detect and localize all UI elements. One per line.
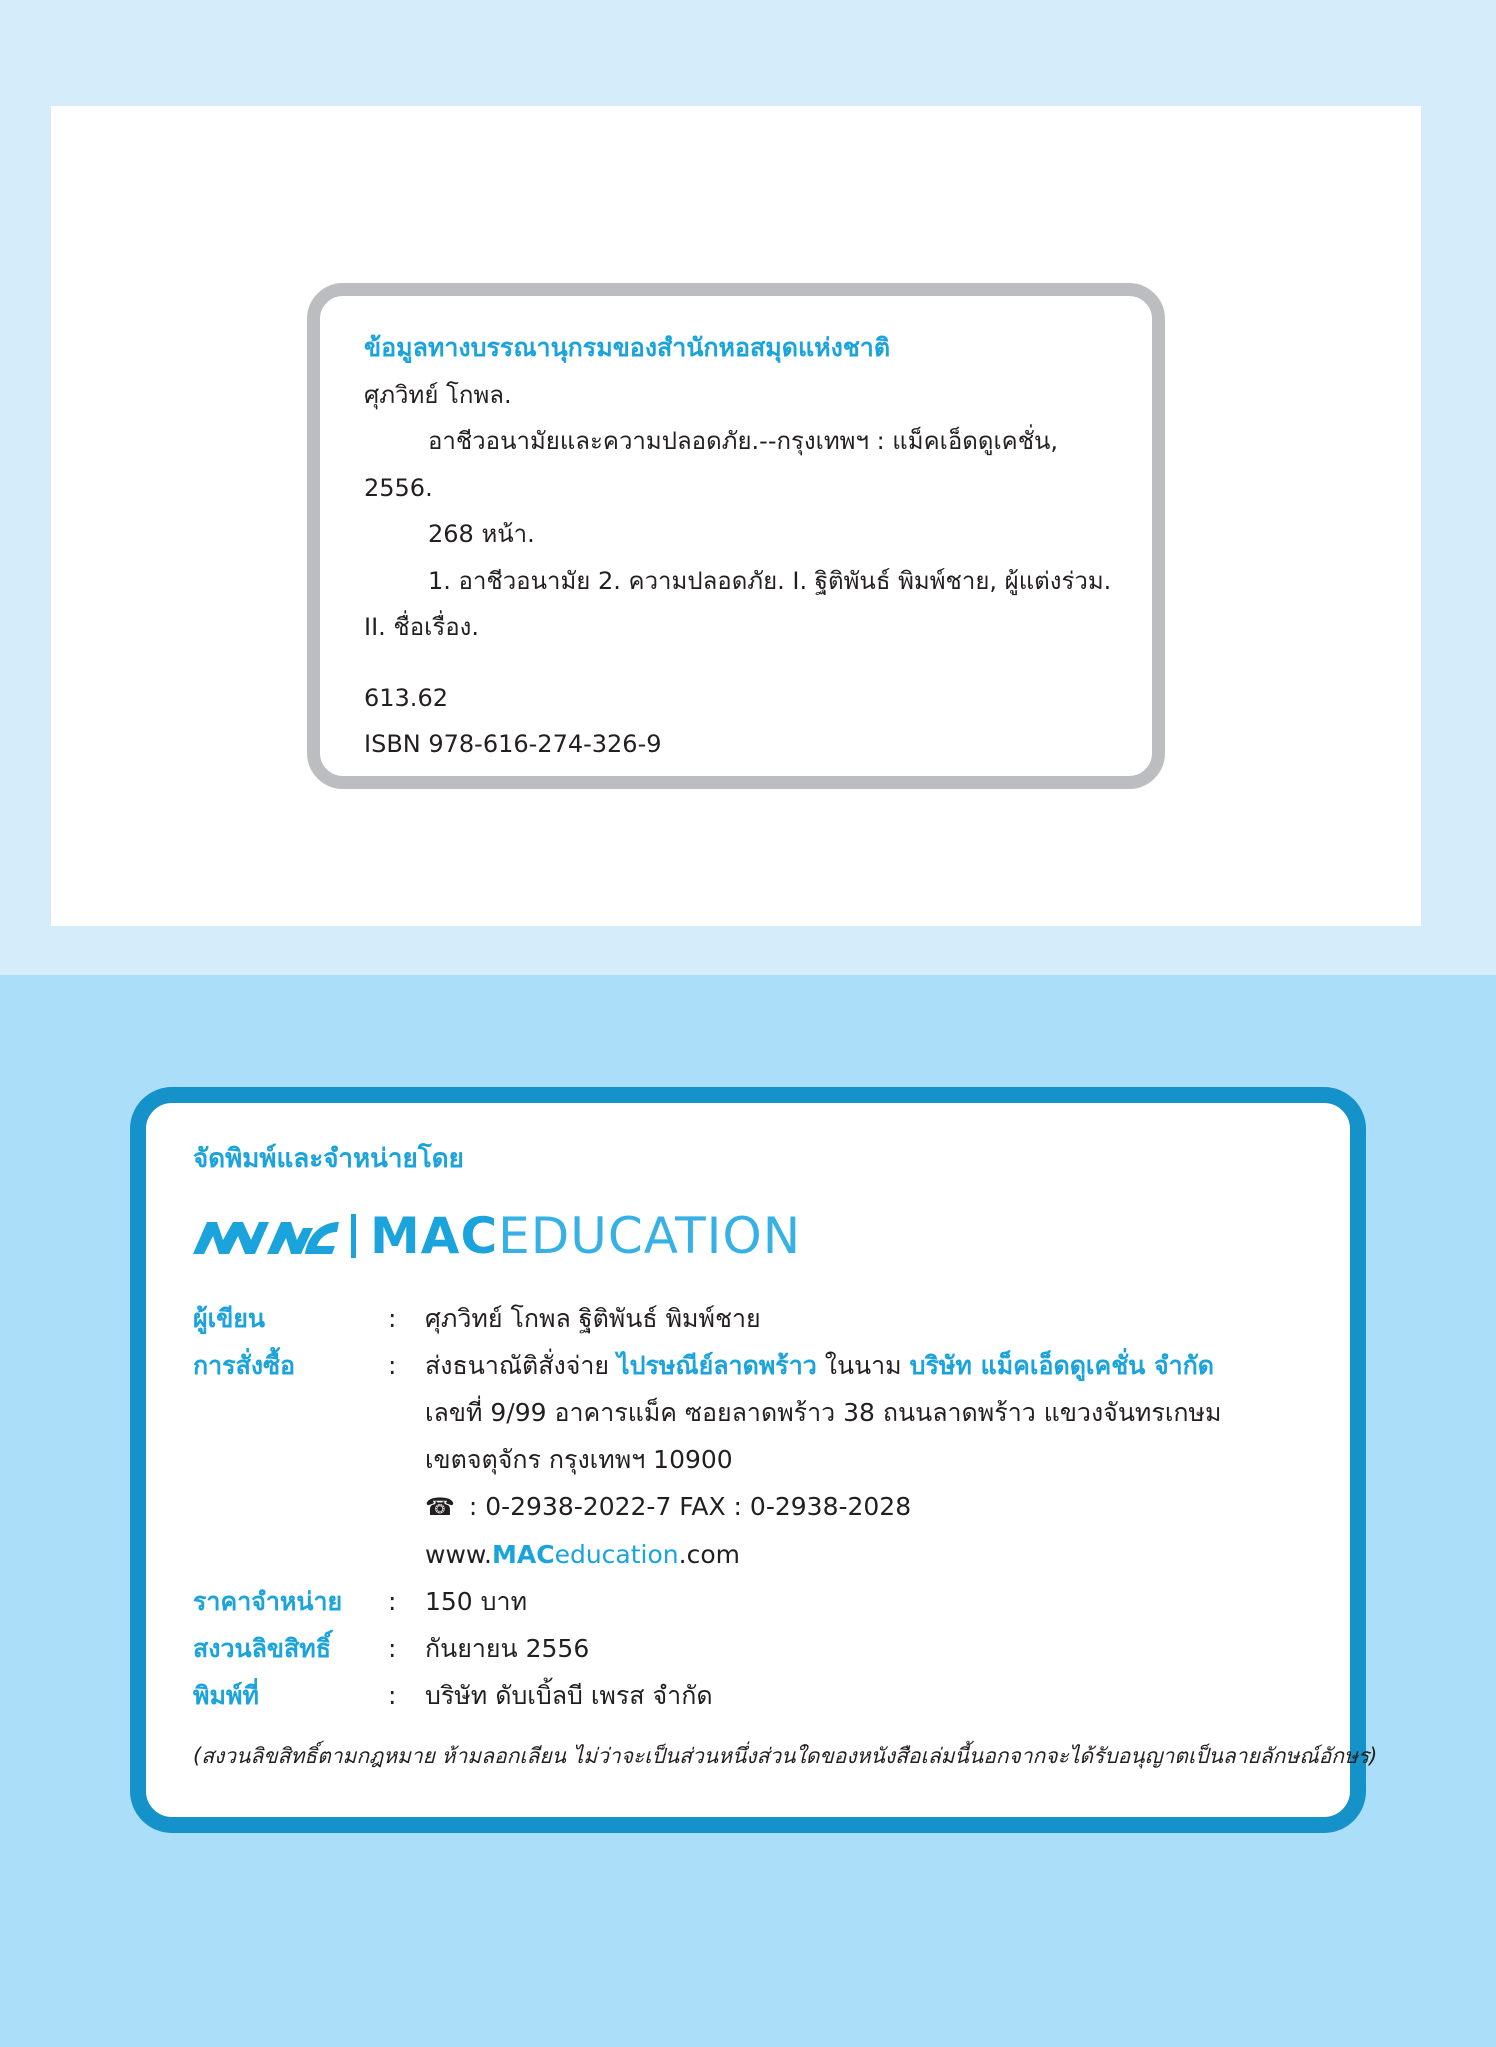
cip-record xyxy=(364,325,1144,768)
website-suffix: .com xyxy=(678,1540,740,1569)
address-line-1: เลขที่ 9/99 อาคารแม็ค ซอยลาดพร้าว 38 ถนนลาดพร้าว แขวงจันทรเกษม xyxy=(425,1398,1222,1427)
rights-colon: : xyxy=(388,1634,397,1663)
cip-year: 2556. xyxy=(364,473,433,502)
cip-subjects-cont: II. ชื่อเรื่อง. xyxy=(364,613,479,641)
order-company: บริษัท แม็คเอ็ดดูเคชั่น จำกัด xyxy=(909,1351,1215,1380)
copyright-note: (สงวนลิขสิทธิ์ตามกฎหมาย ห้ามลอกเลียน ไม่ว่าจะเป็นส่วนหนึ่งส่วนใดของหนังสือเล่มนี้นอกจากจะได้รับอนุญาตเป็นลายลักษณ์อักษร) xyxy=(193,1744,1378,1768)
printer-value: บริษัท ดับเบิ้ลบี เพรส จำกัด xyxy=(425,1681,713,1710)
author-value: ศุภวิทย์ โกพล ฐิติพันธ์ พิมพ์ชาย xyxy=(425,1304,761,1333)
order-colon: : xyxy=(388,1351,397,1380)
author-colon: : xyxy=(388,1304,397,1333)
mac-education-logo xyxy=(193,1208,801,1264)
price-colon: : xyxy=(388,1587,397,1616)
printer-colon: : xyxy=(388,1681,397,1710)
price-label: ราคาจำหน่าย xyxy=(193,1587,343,1616)
logo-wordmark xyxy=(370,1208,801,1264)
author-row xyxy=(193,1295,1343,1342)
website-link[interactable] xyxy=(193,1531,1343,1578)
mac-logo-mark-icon xyxy=(193,1214,339,1258)
order-value xyxy=(425,1342,1343,1389)
printer-row xyxy=(193,1672,1343,1719)
phone-fax-numbers: : 0-2938-2022-7 FAX : 0-2938-2028 xyxy=(460,1492,912,1521)
logo-text-education: EDUCATION xyxy=(498,1207,802,1265)
address-line-2: เขตจตุจักร กรุงเทพฯ 10900 xyxy=(425,1445,733,1474)
order-row xyxy=(193,1342,1343,1389)
price-value: 150 บาท xyxy=(425,1587,528,1616)
logo-text-mac: MAC xyxy=(370,1207,499,1265)
cip-title-statement: อาชีวอนามัยและความปลอดภัย.--กรุงเทพฯ : แม็คเอ็ดดูเคชั่น, xyxy=(428,427,1059,455)
author-label: ผู้เขียน xyxy=(193,1304,266,1333)
website-education: education xyxy=(554,1540,679,1569)
rights-value: กันยายน 2556 xyxy=(425,1634,590,1663)
rights-label: สงวนลิขสิทธิ์ xyxy=(193,1634,332,1663)
telephone-icon: ☎ xyxy=(425,1493,455,1521)
printer-label: พิมพ์ที่ xyxy=(193,1681,259,1710)
order-mid: ในนาม xyxy=(816,1351,910,1380)
cip-pages: 268 หน้า. xyxy=(428,520,535,548)
price-row xyxy=(193,1578,1343,1625)
cip-subjects: 1. อาชีวอนามัย 2. ความปลอดภัย. I. ฐิติพันธ์ พิมพ์ชาย, ผู้แต่งร่วม. xyxy=(428,566,1112,595)
logo-divider xyxy=(351,1214,356,1258)
rights-row xyxy=(193,1625,1343,1672)
website-prefix: www. xyxy=(425,1540,492,1569)
cip-spacer xyxy=(364,651,1144,675)
website-mac: MAC xyxy=(492,1540,555,1569)
publisher-info xyxy=(193,1295,1343,1719)
order-label: การสั่งซื้อ xyxy=(193,1351,296,1380)
cip-class-number: 613.62 xyxy=(364,683,448,712)
phone-line xyxy=(193,1483,1343,1531)
publisher-title: จัดพิมพ์และจำหน่ายโดย xyxy=(193,1144,464,1174)
cip-title: ข้อมูลทางบรรณานุกรมของสำนักหอสมุดแห่งชาติ xyxy=(364,333,891,362)
cip-author: ศุภวิทย์ โกพล. xyxy=(364,380,512,409)
cip-isbn: ISBN 978-616-274-326-9 xyxy=(364,730,662,758)
order-prefix: ส่งธนาณัติสั่งจ่าย xyxy=(425,1351,618,1380)
order-post-office: ไปรษณีย์ลาดพร้าว xyxy=(617,1351,817,1380)
